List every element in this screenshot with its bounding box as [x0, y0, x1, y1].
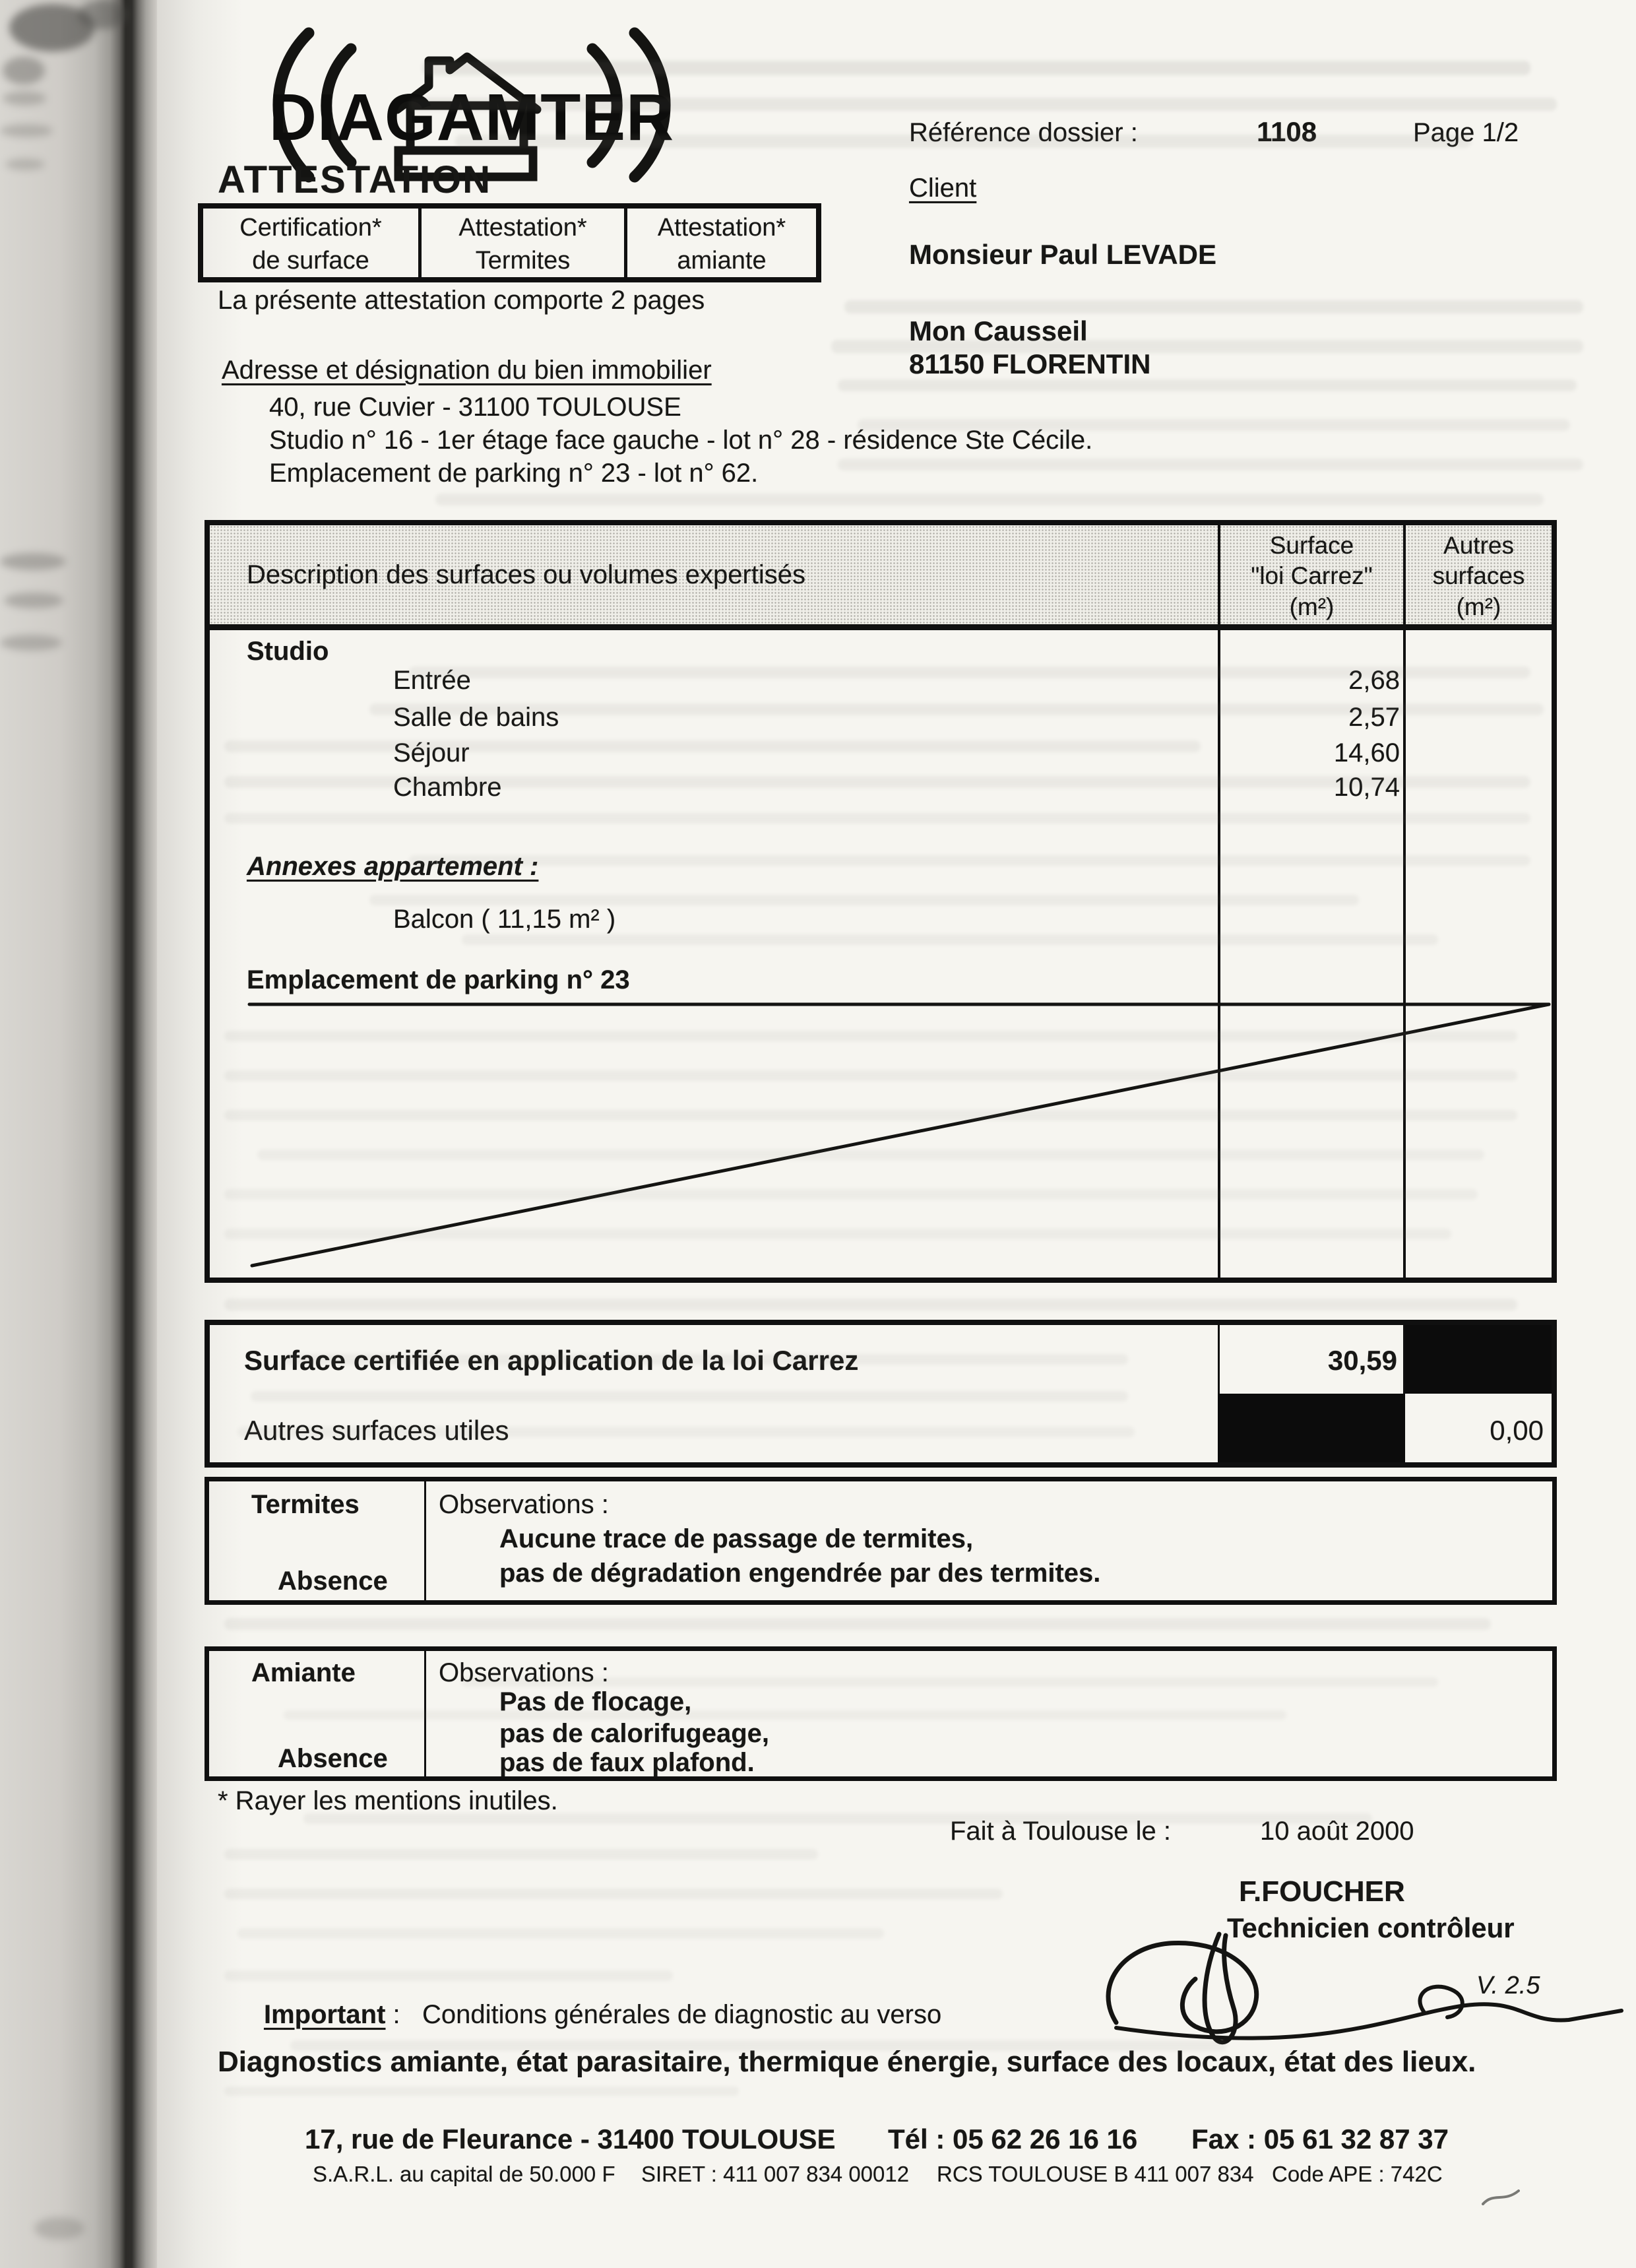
signer-name: F.FOUCHER [1239, 1875, 1405, 1908]
verso-bleedthrough-line [237, 1427, 1135, 1437]
verso-bleedthrough-line [224, 1849, 818, 1860]
footer-rcs: RCS TOULOUSE B 411 007 834 [937, 2162, 1254, 2186]
desc-column-header: Description des surfaces ou volumes expertisés [247, 560, 806, 589]
verso-bleedthrough-line [224, 1110, 1517, 1120]
cert-cell-amiante: Attestation* amiante [657, 214, 786, 275]
termites-observations-label: Observations : [439, 1490, 609, 1519]
issued-date: 10 août 2000 [1260, 1817, 1414, 1846]
scan-smudge [5, 158, 45, 170]
row-label: Entrée [393, 666, 471, 695]
verso-bleedthrough-line [409, 98, 1557, 111]
stray-pen-mark [1478, 2184, 1524, 2211]
reference-label: Référence dossier : [909, 118, 1138, 147]
verso-bleedthrough-line [224, 740, 1201, 752]
verso-bleedthrough-line [224, 776, 1530, 788]
amiante-status: Absence [278, 1744, 388, 1773]
services-line: Diagnostics amiante, état parasitaire, thermique énergie, surface des locaux, état des lieux. [218, 2046, 1476, 2078]
verso-bleedthrough-line [462, 934, 1438, 945]
important-note: Important : Conditions générales de diagnostic au verso [264, 2000, 942, 2029]
row-value: 2,57 [1348, 703, 1400, 732]
amiante-observation-line3: pas de faux plafond. [499, 1748, 755, 1777]
scan-smudge [78, 0, 128, 29]
carrez-column-header: Surface "loi Carrez" (m²) [1251, 532, 1373, 620]
verso-bleedthrough-line [224, 1229, 1451, 1239]
cert-cell-surface: Certification* de surface [239, 214, 382, 275]
signature [1082, 1930, 1629, 2046]
verso-bleedthrough-line [290, 2040, 1227, 2051]
important-text: Conditions générales de diagnostic au verso [422, 2000, 942, 2029]
scan-smudge [3, 91, 46, 106]
row-label: Chambre [393, 773, 502, 802]
annexes-item: Balcon ( 11,15 m² ) [393, 905, 616, 934]
amiante-observations-label: Observations : [439, 1658, 609, 1687]
footer-address: 17, rue de Fleurance - 31400 TOULOUSE [305, 2123, 836, 2155]
scan-smudge [3, 57, 45, 84]
property-line2: Studio n° 16 - 1er étage face gauche - lot n° 28 - résidence Ste Cécile. [269, 426, 1093, 455]
signature-version: V. 2.5 [1476, 1972, 1540, 1999]
verso-bleedthrough-line [455, 135, 1471, 148]
client-address-line1: Mon Causseil [909, 315, 1088, 346]
verso-bleedthrough-line [224, 1031, 1517, 1041]
signer-role: Technicien contrôleur [1227, 1912, 1515, 1943]
amiante-title: Amiante [251, 1658, 356, 1687]
autres-column-header: Autres surfaces (m²) [1432, 532, 1525, 620]
page-indicator: Page 1/2 [1413, 118, 1519, 147]
row-value: 14,60 [1333, 738, 1400, 767]
cert-type-table [198, 203, 821, 282]
footer-legal: S.A.R.L. au capital de 50.000 F [313, 2162, 615, 2186]
autres-total-label: Autres surfaces utiles [244, 1415, 509, 1446]
amiante-observation-line1: Pas de flocage, [499, 1687, 692, 1716]
footer-ape: Code APE : 742C [1272, 2162, 1443, 2186]
totals-blackout-carrez [1218, 1394, 1405, 1462]
scan-smudge [0, 124, 53, 137]
termites-status: Absence [278, 1567, 388, 1596]
parking-label: Emplacement de parking n° 23 [247, 965, 630, 994]
verso-bleedthrough-line [224, 1070, 1517, 1081]
verso-bleedthrough-line [224, 1618, 1491, 1630]
termites-section [204, 1477, 1557, 1605]
carrez-total-label: Surface certifiée en application de la loi Carrez [244, 1345, 859, 1376]
important-label: Important [264, 2000, 386, 2029]
termites-observation-line1: Aucune trace de passage de termites, [499, 1524, 974, 1553]
verso-bleedthrough-line [284, 1710, 1286, 1720]
cert-cell-termites: Attestation* Termites [458, 214, 587, 275]
amiante-observation-line2: pas de calorifugeage, [499, 1719, 770, 1748]
verso-bleedthrough-line [251, 1391, 1128, 1402]
footer-fax: Fax : 05 61 32 87 37 [1191, 2123, 1449, 2155]
verso-bleedthrough-line [369, 703, 1544, 715]
verso-bleedthrough-line [422, 61, 1530, 75]
carrez-total-value: 30,59 [1327, 1345, 1397, 1376]
footer-siret: SIRET : 411 007 834 00012 [641, 2162, 910, 2186]
scan-smudge [0, 635, 62, 651]
page-title: ATTESTATION [218, 158, 492, 201]
scan-smudge [0, 553, 66, 570]
verso-bleedthrough-line [237, 1928, 884, 1939]
verso-bleedthrough-line [462, 1677, 1438, 1687]
verso-bleedthrough-line [224, 1970, 673, 1981]
termites-observation-line2: pas de dégradation engendrée par des termites. [499, 1559, 1101, 1588]
termites-title: Termites [251, 1490, 360, 1519]
property-line3: Emplacement de parking n° 23 - lot n° 62. [269, 459, 759, 488]
verso-bleedthrough-line [838, 459, 1583, 470]
scan-left-edge [0, 0, 157, 2268]
row-label: Séjour [393, 738, 470, 767]
verso-bleedthrough-line [224, 1299, 1517, 1311]
group-label: Studio [247, 637, 329, 666]
verso-bleedthrough-line [831, 340, 1583, 353]
client-heading: Client [909, 174, 977, 203]
logo-brand-text: DIAGAMTER [268, 81, 675, 154]
verso-bleedthrough-line [844, 300, 1583, 313]
totals-blackout-autres [1405, 1325, 1552, 1394]
scan-smudge [34, 2217, 84, 2240]
client-name: Monsieur Paul LEVADE [909, 239, 1216, 270]
property-heading: Adresse et désignation du bien immobilier [222, 356, 712, 385]
verso-bleedthrough-line [858, 419, 1570, 431]
termites-divider [424, 1481, 426, 1600]
verso-bleedthrough-line [838, 379, 1577, 391]
verso-bleedthrough-line [409, 855, 1530, 866]
footer-tel: Tél : 05 62 26 16 16 [888, 2123, 1138, 2155]
verso-bleedthrough-line [303, 1813, 1372, 1824]
row-label: Salle de bains [393, 703, 559, 732]
scan-smudge [4, 593, 63, 608]
verso-bleedthrough-line [257, 1150, 1484, 1160]
verso-bleedthrough-line [224, 1189, 1478, 1200]
verso-bleedthrough-line [369, 895, 1359, 905]
pages-note: La présente attestation comporte 2 pages [218, 286, 705, 315]
verso-bleedthrough-line [435, 494, 1544, 505]
verso-bleedthrough-line [284, 1354, 1128, 1365]
autres-total-value: 0,00 [1490, 1415, 1544, 1446]
client-address-line2: 81150 FLORENTIN [909, 348, 1151, 379]
annexes-heading: Annexes appartement : [247, 852, 539, 881]
property-line1: 40, rue Cuvier - 31100 TOULOUSE [269, 393, 681, 422]
verso-bleedthrough-line [224, 813, 1530, 824]
verso-bleedthrough-line [224, 2087, 739, 2096]
verso-bleedthrough-line [224, 1889, 1003, 1899]
reference-value: 1108 [1257, 116, 1317, 147]
row-value: 2,68 [1348, 666, 1400, 695]
footnote: * Rayer les mentions inutiles. [218, 1786, 558, 1815]
verso-bleedthrough-line [409, 666, 1530, 678]
row-value: 10,74 [1333, 773, 1400, 802]
issued-label: Fait à Toulouse le : [950, 1817, 1172, 1846]
